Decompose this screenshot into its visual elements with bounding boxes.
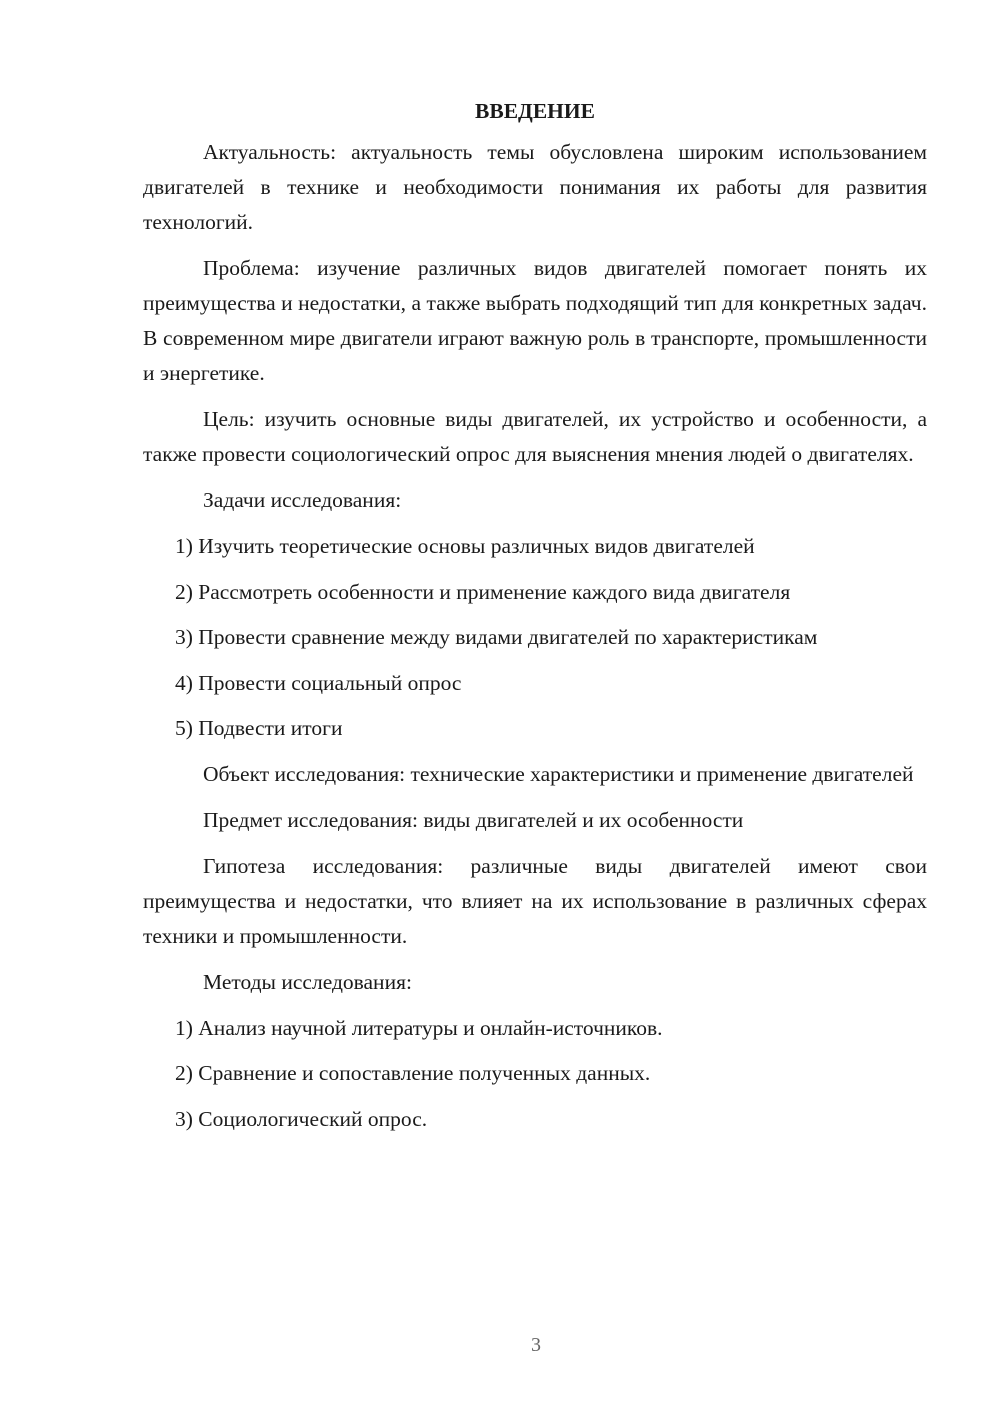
task-item: 2) Рассмотреть особенности и применение каждого вида двигателя: [175, 579, 791, 604]
relevance-paragraph: Актуальность: актуальность темы обусловлена широким использованием двигателей в технике и необходимости понимания их работы для развития технологий.: [143, 140, 927, 234]
methods-list: [143, 1011, 927, 1137]
tasks-heading: Задачи исследования:: [203, 488, 402, 512]
methods-heading: Методы исследования:: [203, 969, 412, 994]
task-item: 1) Изучить теоретические основы различных видов двигателей: [175, 534, 755, 558]
object-paragraph: Объект исследования: технические характеристики и применение двигателей: [203, 761, 914, 786]
method-item: 1) Анализ научной литературы и онлайн-источников.: [175, 1015, 663, 1040]
problem-paragraph: Проблема: изучение различных видов двигателей помогает понять их преимущества и недостатки, а также выбрать подходящий тип для конкретных задач. В современном мире двигатели играют важную роль в транспорте, промышленности и энергетике.: [143, 256, 927, 385]
goal-paragraph: Цель: изучить основные виды двигателей, их устройство и особенности, а также провести социологический опрос для выяснения мнения людей о двигателях.: [143, 407, 927, 466]
task-item: 3) Провести сравнение между видами двигателей по характеристикам: [175, 625, 818, 649]
tasks-list: [143, 529, 927, 746]
page-number: 3: [531, 1334, 541, 1356]
hypothesis-paragraph: Гипотеза исследования: различные виды двигателей имеют свои преимущества и недостатки, что влияет на их использование в различных сферах техники и промышленности.: [143, 853, 927, 948]
method-item: 2) Сравнение и сопоставление полученных данных.: [175, 1061, 651, 1085]
page-content: [143, 94, 927, 1147]
task-item: 4) Провести социальный опрос: [175, 670, 462, 695]
section-title: ВВЕДЕНИЕ: [475, 99, 595, 123]
task-item: 5) Подвести итоги: [175, 716, 343, 740]
method-item: 3) Социологический опрос.: [175, 1106, 428, 1131]
subject-paragraph: Предмет исследования: виды двигателей и их особенности: [203, 807, 744, 832]
